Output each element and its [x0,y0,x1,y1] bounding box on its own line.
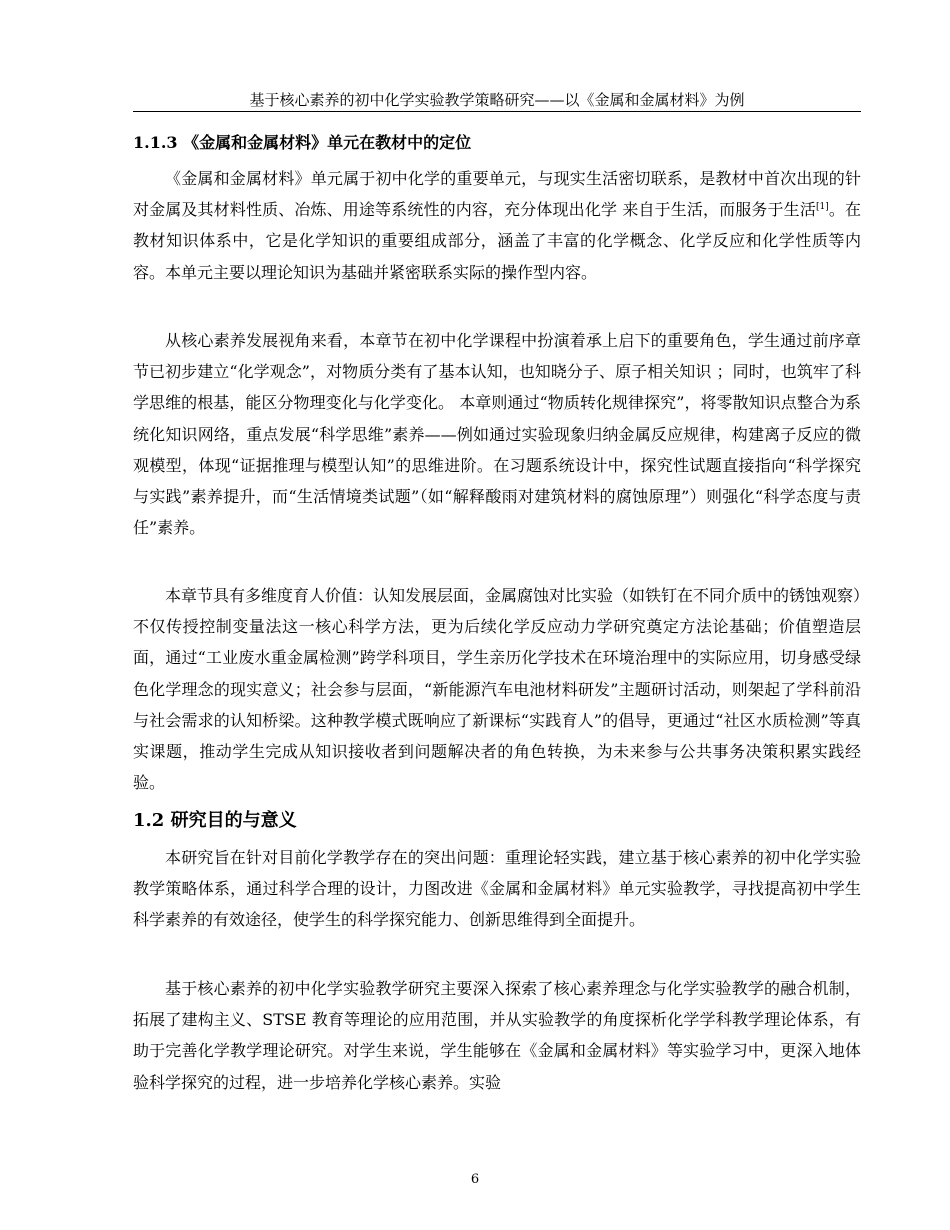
paragraph-text: 。在教材知识体系中，它是化学知识的重要组成部分，涵盖了丰富的化学概念、化学反应和化学性质等内容。本单元主要以理论知识为基础并紧密联系实际的操作型内容。 [133,200,861,282]
citation-ref: [1] [815,202,829,213]
running-header: 基于核心素养的初中化学实验教学策略研究——以《金属和金属材料》为例 [249,91,745,109]
page-number: 6 [470,1172,480,1187]
paragraph-text: 《金属和金属材料》单元属于初中化学的重要单元，与现实生活密切联系，是教材中首次出现的针对金属及其材料性质、冶炼、用途等系统性的内容，充分体现出化学 来自于生活，而服务于生活 [133,169,861,220]
paragraph-research-purpose: 本研究旨在针对目前化学教学存在的突出问题：重理论轻实践，建立基于核心素养的初中化学实验教学策略体系，通过科学合理的设计，力图改进《金属和金属材料》单元实验教学，寻找提高初中学生科学素养的有效途径，使学生的科学探究能力、创新思维得到全面提升。 [133,848,861,930]
paragraph-educational-value: 本章节具有多维度育人价值：认知发展层面，金属腐蚀对比实验（如铁钉在不同介质中的锈蚀观察）不仅传授控制变量法这一核心科学方法，更为后续化学反应动力学研究奠定方法论基础；价值塑造层面，通过“工业废水重金属检测”跨学科项目，学生亲历化学技术在环境治理中的实际应用，切身感受绿色化学理念的现实意义；社会参与层面，“新能源汽车电池材料研发”主题研讨活动，则架起了学科前沿与社会需求的认知桥梁。这种教学模式既响应了新课标“实践育人”的倡导，更通过“社区水质检测”等真实课题，推动学生完成从知识接收者到问题解决者的角色转换，为未来参与公共事务决策积累实践经验。 [133,586,862,793]
paragraph-research-significance: 基于核心素养的初中化学实验教学研究主要深入探索了核心素养理念与化学实验教学的融合机制，拓展了建构主义、STSE 教育等理论的应用范围，并从实验教学的角度探析化学学科教学理论体系，有助于完善化学教学理论研究。对学生来说，学生能够在《金属和金属材料》等实验学习中，更深入地体验科学探究的过程，进一步培养化学核心素养。实验 [133,979,861,1092]
section-heading-1-2: 1.2 研究目的与意义 [133,810,297,831]
section-heading-1-1-3: 1.1.3 《金属和金属材料》单元在教材中的定位 [133,133,472,152]
header-rule [133,111,861,112]
paragraph-core-literacy-view: 从核心素养发展视角来看，本章节在初中化学课程中扮演着承上启下的重要角色，学生通过前序章节已初步建立“化学观念”，对物质分类有了基本认知，也知晓分子、原子相关知识 ；同时，也筑牢了科学思维的根基，能区分物理变化与化学变化。 本章则通过“物质转化规律探究”，将零散知识点整合为系统化知识网络，重点发展“科学思维”素养——例如通过实验现象归纳金属反应规律，构建离子反应的微观模型，体现“证据推理与模型认知”的思维进阶。在习题系统设计中，探究性试题直接指向“科学探究与实践”素养提升，而“生活情境类试题”（如“解释酸雨对建筑材料的腐蚀原理”）则强化“科学态度与责任”素养。 [133,331,861,538]
paragraph-unit-position [133,163,861,288]
